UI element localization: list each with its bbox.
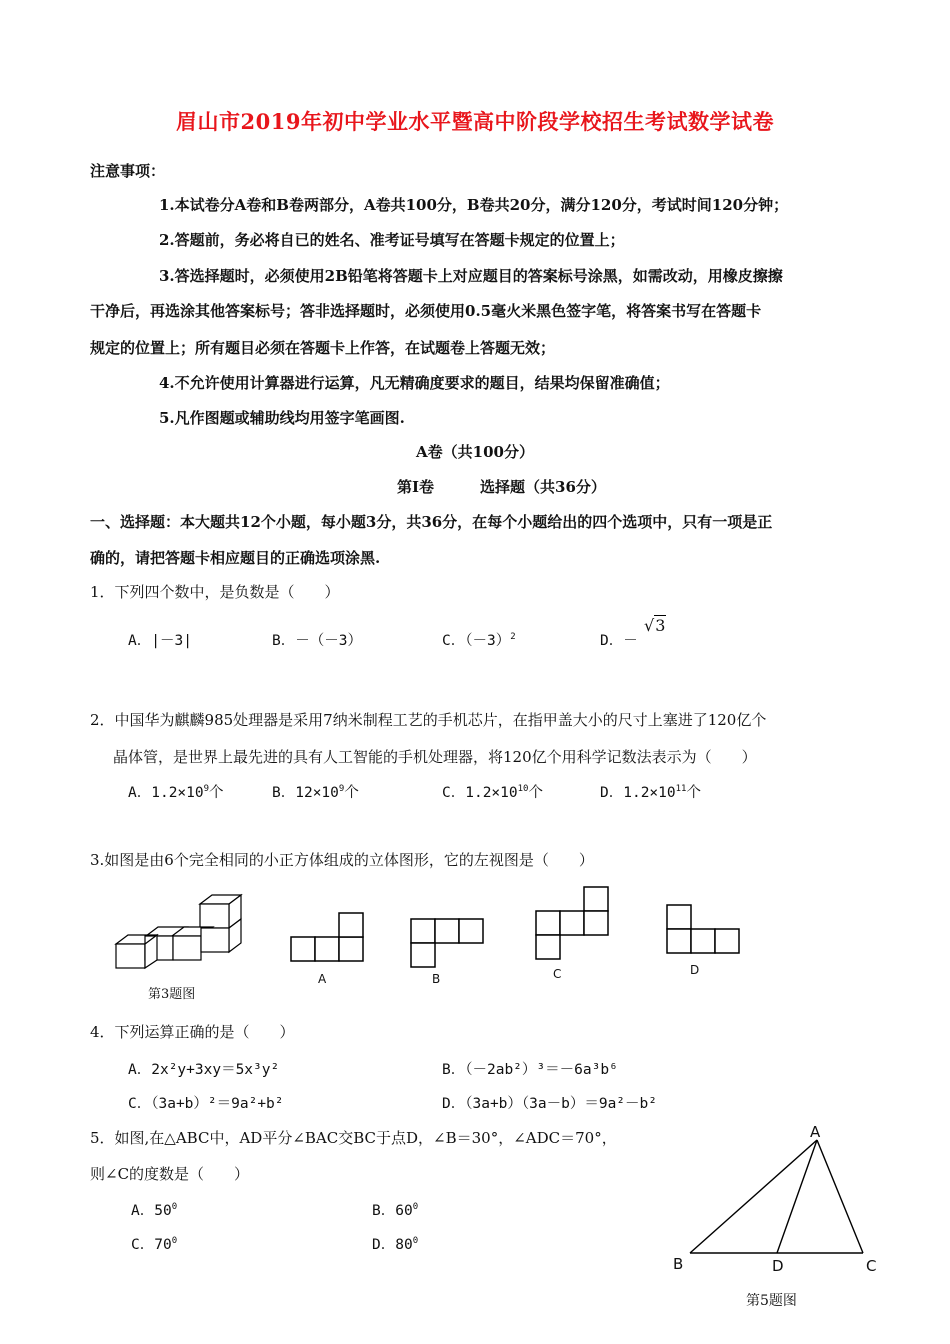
q1-radicand: 3: [655, 616, 666, 635]
point-label-c: C: [866, 1257, 877, 1275]
sqrt-symbol: √: [644, 616, 655, 635]
q3-solid-figure: [110, 890, 250, 972]
q2-stem-line-1: 2．中国华为麒麟985处理器是采用7纳米制程工艺的手机芯片，在指甲盖大小的尺寸上塞进了120亿个: [90, 711, 767, 729]
part1-title: 选择题（共36分）: [480, 478, 606, 496]
point-label-a: A: [810, 1123, 821, 1141]
q3-figure-caption: 第3题图: [148, 987, 196, 1002]
q3-stem: 3.如图是由6个完全相同的小正方体组成的立体图形，它的左视图是（ ）: [90, 851, 594, 869]
q2-option-d: D．$1.2\times 10^{11}$个: [600, 784, 701, 801]
q5-stem-line-2: 则∠C的度数是（ ）: [90, 1165, 250, 1183]
q2-option-c: C．$1.2\times 10^{10}$个: [442, 784, 543, 801]
segment-ab: [690, 1140, 817, 1253]
q5-triangle-figure: [660, 1120, 900, 1280]
q3-option-b-figure: [410, 918, 485, 968]
q5-option-b: B．$60^0$: [372, 1202, 419, 1219]
segment-ac: [817, 1140, 863, 1253]
q2-option-a: A．$1.2\times 10^9$个: [128, 784, 224, 801]
q5-stem-line-1: 5．如图,在△ABC中，AD平分∠BAC交BC于点D，∠B＝30°，∠ADC＝70°，: [90, 1129, 617, 1147]
q3-label-c: C: [553, 967, 562, 981]
instruction-line-2: 确的，请把答题卡相应题目的正确选项涂黑.: [90, 549, 381, 567]
q1-option-c: C．$(-3)^2$: [442, 632, 516, 649]
section-a-heading: A卷（共100分）: [416, 443, 534, 461]
q5-option-a: A．$50^0$: [131, 1202, 178, 1219]
q5-option-c: C．$70^0$: [131, 1236, 178, 1253]
q4-option-b: B．（－2ab²）³＝－6a³b⁶: [442, 1062, 618, 1078]
point-label-b: B: [673, 1255, 684, 1273]
q1-stem: 1．下列四个数中，是负数是（ ）: [90, 583, 340, 601]
q3-option-c-figure: [535, 886, 610, 960]
q4-stem: 4．下列运算正确的是（ ）: [90, 1023, 295, 1041]
instruction-line-1: 一、选择题：本大题共12个小题，每小题3分，共36分，在每个小题给出的四个选项中，只有一项是正: [90, 513, 773, 531]
q4-option-a: A．2x²y+3xy＝5x³y²: [128, 1062, 280, 1078]
q5-figure-caption: 第5题图: [746, 1293, 797, 1309]
part1-label: 第Ⅰ卷: [397, 478, 435, 496]
q2-stem-line-2: 晶体管，是世界上最先进的具有人工智能的手机处理器，将120亿个用科学记数法表示为（ ）: [113, 748, 757, 766]
q3-label-a: A: [318, 972, 327, 986]
q4-option-d: D．（3a+b）（3a－b）＝9a²－b²: [442, 1096, 657, 1112]
notice-item-4: 4.不允许使用计算器进行运算，凡无精确度要求的题目，结果均保留准确值；: [159, 374, 670, 392]
notice-item-5: 5.凡作图题或辅助线均用签字笔画图.: [159, 409, 405, 427]
q1-option-d: D．－: [600, 633, 638, 649]
q3-label-d: D: [690, 963, 700, 977]
page-title: 眉山市2019年初中学业水平暨高中阶段学校招生考试数学试卷: [176, 109, 774, 134]
q2-option-b: B．$12\times 10^9$个: [272, 784, 359, 801]
q1-option-a: A．|－3|: [128, 633, 192, 649]
q3-label-b: B: [432, 972, 441, 986]
q1-option-d-radical: [644, 616, 666, 635]
q1-option-b: B．－（－3）: [272, 633, 362, 649]
notice-item-3-cont: 干净后，再选涂其他答案标号；答非选择题时，必须使用0.5毫火米黑色签字笔，将答案书写在答题卡: [90, 302, 762, 320]
q4-option-c: C．（3a+b）²＝9a²+b²: [128, 1096, 284, 1112]
notice-item-2: 2.答题前，务必将自已的姓名、准考证号填写在答题卡规定的位置上；: [159, 231, 625, 249]
notice-item-1: 1.本试卷分A卷和B卷两部分，A卷共100分，B卷共20分，满分120分，考试时间120分钟；: [159, 196, 789, 214]
point-label-d: D: [772, 1257, 784, 1275]
notice-item-3-cont2: 规定的位置上；所有题目必须在答题卡上作答，在试题卷上答题无效；: [90, 339, 556, 357]
notice-item-3: 3.答选择题时，必须使用2B铅笔将答题卡上对应题目的答案标号涂黑，如需改动，用橡皮擦擦: [159, 267, 783, 285]
q3-option-a-figure: [290, 912, 364, 962]
notice-heading: 注意事项：: [90, 162, 166, 180]
q5-option-d: D．$80^0$: [372, 1236, 419, 1253]
q3-option-d-figure: [666, 904, 741, 954]
